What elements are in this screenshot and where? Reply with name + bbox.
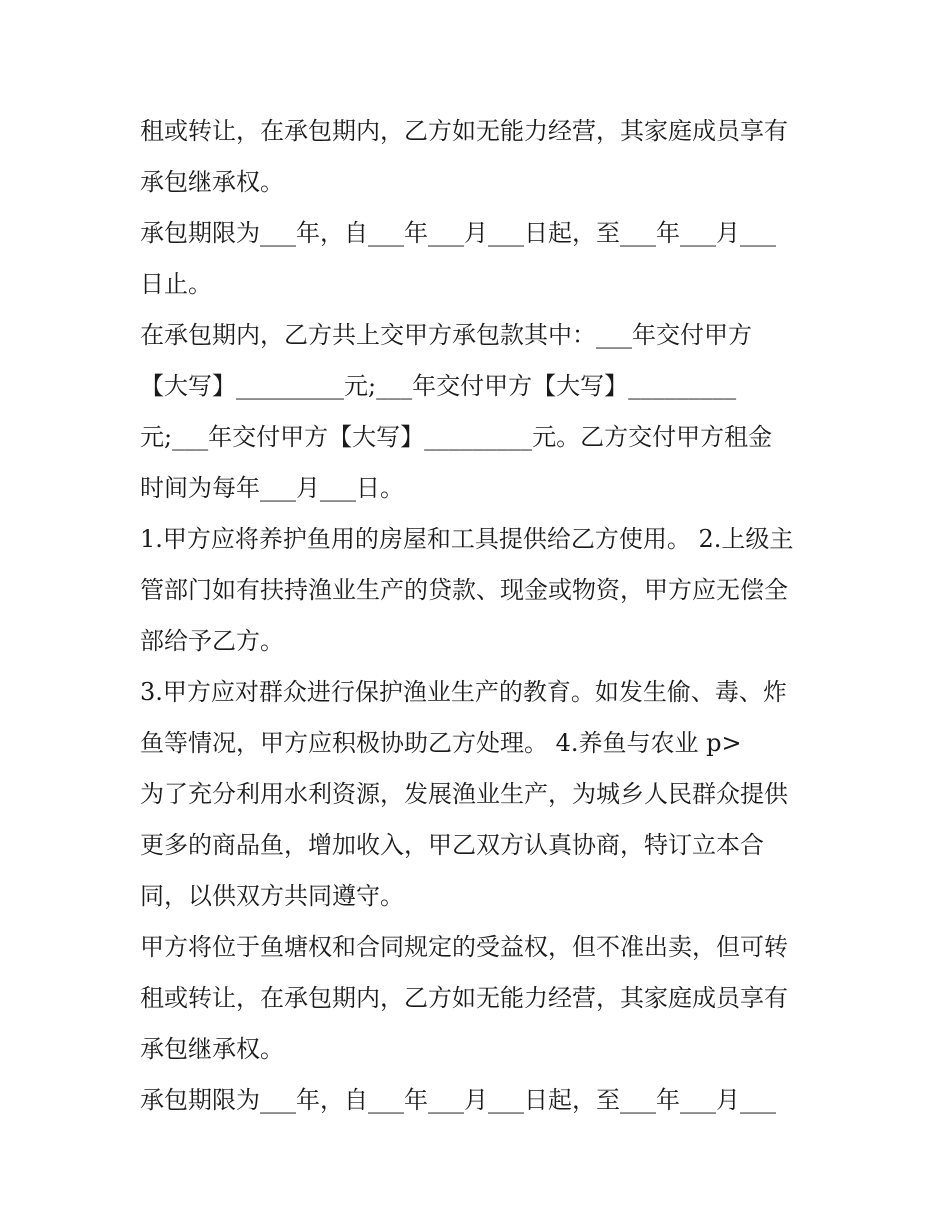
text-line: 承包继承权。 xyxy=(140,1035,284,1063)
text-line: 同，以供双方共同遵守。 xyxy=(140,882,404,910)
text-line: 部给予乙方。 xyxy=(140,627,284,655)
text-line: 3.甲方应对群众进行保护渔业生产的教育。如发生偷、毒、炸 xyxy=(140,678,787,706)
text-line: 承包继承权。 xyxy=(140,168,284,196)
text-line: 甲方将位于鱼塘权和合同规定的受益权，但不准出卖，但可转 xyxy=(140,933,788,961)
text-line: 承包期限为___年，自___年___月___日起，至___年___月___ xyxy=(140,219,776,247)
text-line: 在承包期内，乙方共上交甲方承包款其中：___年交付甲方 xyxy=(140,321,752,349)
text-line: 时间为每年___月___日。 xyxy=(140,474,404,502)
text-line: 1.甲方应将养护鱼用的房屋和工具提供给乙方使用。 2.上级主 xyxy=(140,525,794,553)
text-line: 租或转让，在承包期内，乙方如无能力经营，其家庭成员享有 xyxy=(140,117,788,145)
contract-text xyxy=(140,106,820,1126)
text-line: 日止。 xyxy=(140,270,212,298)
text-line: 鱼等情况，甲方应积极协助乙方处理。 4.养鱼与农业 p> xyxy=(140,729,742,757)
text-line: 承包期限为___年，自___年___月___日起，至___年___月___ xyxy=(140,1086,776,1114)
text-line: 租或转让，在承包期内，乙方如无能力经营，其家庭成员享有 xyxy=(140,984,788,1012)
text-line: 为了充分利用水利资源，发展渔业生产，为城乡人民群众提供 xyxy=(140,780,788,808)
text-line: 【大写】_________元;___年交付甲方【大写】_________ xyxy=(140,372,737,400)
text-line: 管部门如有扶持渔业生产的贷款、现金或物资，甲方应无偿全 xyxy=(140,576,788,604)
text-line: 元;___年交付甲方【大写】_________元。乙方交付甲方租金 xyxy=(140,423,773,451)
text-line: 更多的商品鱼，增加收入，甲乙双方认真协商，特订立本合 xyxy=(140,831,764,859)
